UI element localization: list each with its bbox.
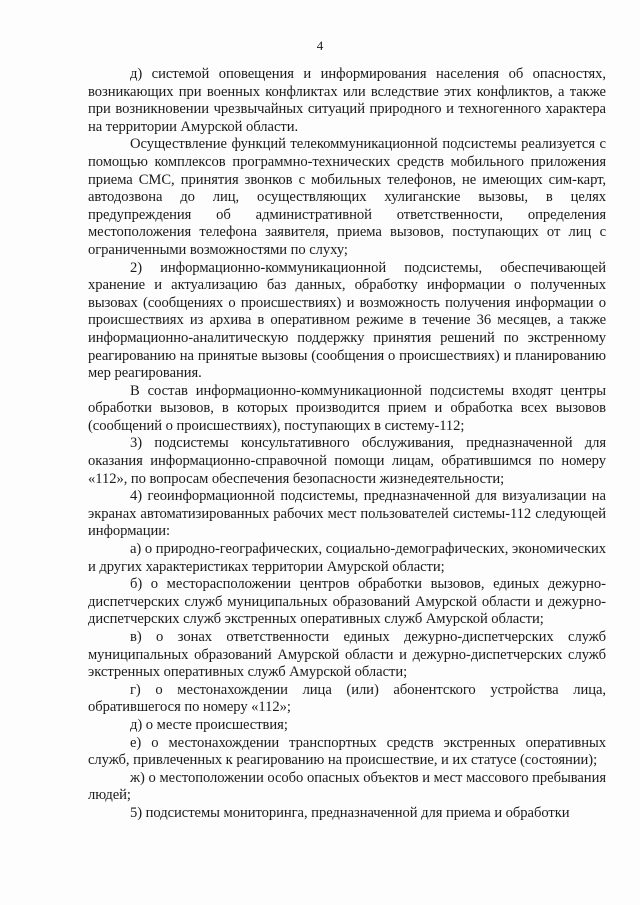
- paragraph-sub-e: е) о местонахождении транспортных средств экстренных оперативных служб, привлеченных к реагированию на происшествие, и их статусе (состоянии);: [88, 734, 606, 769]
- paragraph-sub-b: б) о месторасположении центров обработки вызовов, единых дежурно-диспетчерских служб муниципальных образований Амурской области и дежурно-диспетчерских служб экстренных оперативных служб Амурской области;: [88, 576, 606, 628]
- paragraph-sub-d: д) о месте происшествия;: [130, 716, 288, 733]
- paragraph-sub-v: в) о зонах ответственности единых дежурно-диспетчерских служб муниципальных образований Амурской области и дежурно-диспетчерских служб экстренных оперативных служб Амурской области;: [88, 629, 606, 681]
- paragraph-item-3-consulting: 3) подсистемы консультативного обслуживания, предназначенной для оказания информационно-справочной помощи лицам, обратившимся по номеру «112», по вопросам обеспечения безопасности жизнедеятельности;: [88, 435, 606, 487]
- paragraph-telecom-functions: Осуществление функций телекоммуникационной подсистемы реализуется с помощью комплексов программно-технических средств мобильного приложения приема СМС, принятия звонков с мобильных телефонов, не имеющих сим-карт, автодозвона до лиц, осуществляющих хулиганские вызовы, в целях предупреждения об административной ответственности, определения местоположения телефона заявителя, приема вызовов, поступающих от лиц с ограниченными возможностями по слуху;: [88, 136, 606, 258]
- paragraph-item-5-monitoring: 5) подсистемы мониторинга, предназначенной для приема и обработки: [130, 804, 570, 821]
- paragraph-sub-zh: ж) о местоположении особо опасных объектов и мест массового пребывания людей;: [88, 769, 606, 804]
- page-number: 4: [316, 38, 324, 53]
- paragraph-sub-a: а) о природно-географических, социально-демографических, экономических и других характеристиках территории Амурской области;: [88, 541, 606, 575]
- paragraph-infocomm-composition: В состав информационно-коммуникационной подсистемы входят центры обработки вызовов, в которых производится прием и обработка всех вызовов (сообщений о происшествиях), поступающих в систему-112;: [88, 382, 606, 434]
- document-body: [88, 66, 606, 823]
- paragraph-item-4-geoinfo: 4) геоинформационной подсистемы, предназначенной для визуализации на экранах автоматизированных рабочих мест пользователей системы-112 следующей информации:: [88, 488, 606, 540]
- paragraph-item-d-notification: д) системой оповещения и информирования населения об опасностях, возникающих при военных конфликтах или вследствие этих конфликтов, а также при возникновении чрезвычайных ситуаций природного и техногенного характера на территории Амурской области.: [88, 66, 606, 135]
- paragraph-sub-g: г) о местонахождении лица (или) абонентского устройства лица, обратившегося по номеру «112»;: [88, 681, 606, 716]
- paragraph-item-2-infocomm: 2) информационно-коммуникационной подсистемы, обеспечивающей хранение и актуализацию баз данных, обработку информации о полученных вызовах (сообщениях о происшествиях) и возможность получения информации о происшествиях из архива в оперативном режиме в течение 36 месяцев, а также информационно-аналитическую поддержку принятия решений по экстренному реагированию на принятые вызовы (сообщения о происшествиях) и планированию мер реагирования.: [88, 259, 606, 382]
